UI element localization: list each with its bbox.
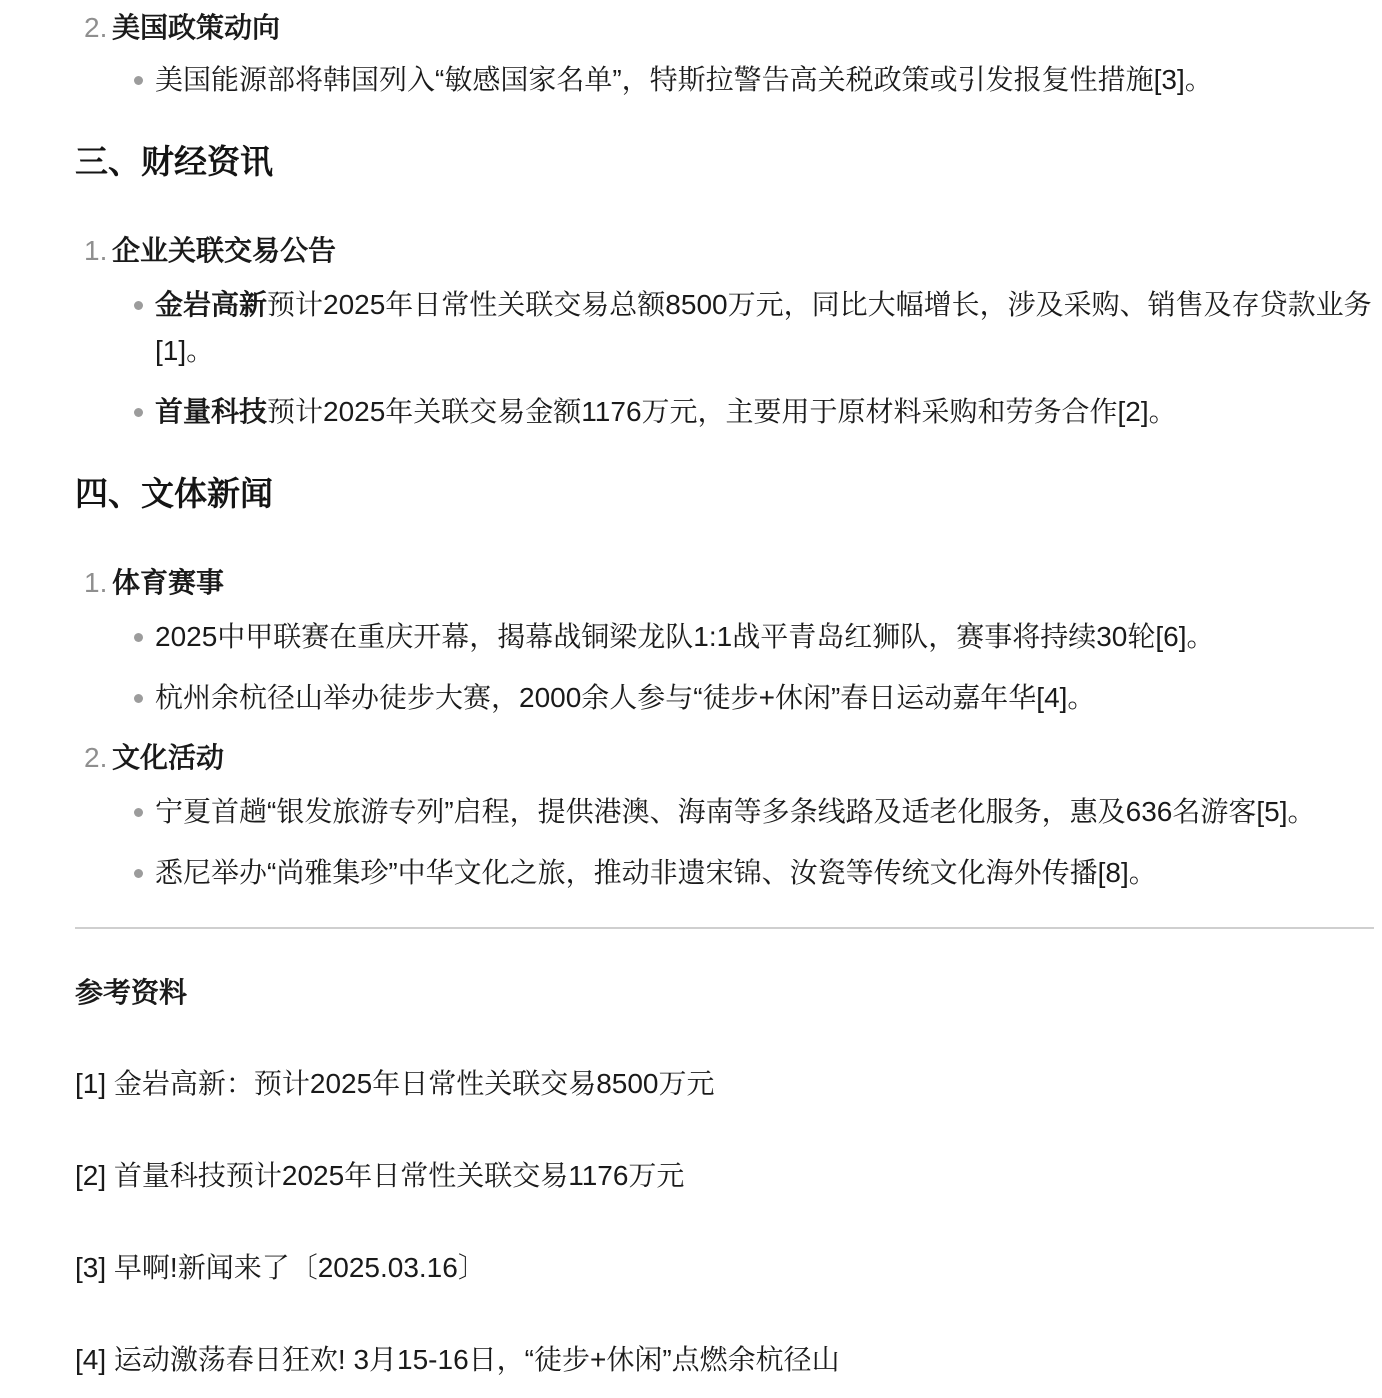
bullet-text: 美国能源部将韩国列入“敏感国家名单”，特斯拉警告高关税政策或引发报复性措施[3]。 (155, 64, 1213, 95)
section-heading-finance: 三、财经资讯 (75, 143, 273, 180)
item-title: 文化活动 (112, 742, 225, 773)
bullet-text: 宁夏首趟“银发旅游专列”启程，提供港澳、海南等多条线路及适老化服务，惠及636名游客[5]。 (155, 796, 1316, 827)
company-name: 金岩高新 (155, 289, 268, 320)
numbered-item-cultural (75, 735, 1374, 781)
bullet-icon (134, 869, 143, 878)
bullet-item (75, 675, 1374, 721)
reference-item: [1] 金岩高新：预计2025年日常性关联交易8500万元 (75, 1068, 715, 1099)
reference-item: [2] 首量科技预计2025年日常性关联交易1176万元 (75, 1160, 685, 1191)
bullet-icon (134, 694, 143, 703)
bullet-list-cultural (75, 789, 1374, 896)
item-title: 体育赛事 (112, 567, 225, 598)
bullet-text: 预计2025年日常性关联交易总额8500万元，同比大幅增长，涉及采购、销售及存贷款业务[1]。 (155, 289, 1372, 366)
item-title: 美国政策动向 (112, 12, 281, 43)
reference-item: [4] 运动激荡春日狂欢! 3月15-16日，“徒步+休闲”点燃余杭径山 (75, 1344, 840, 1375)
bullet-item (75, 614, 1374, 660)
bullet-item (75, 282, 1374, 374)
bullet-text: 杭州余杭径山举办徒步大赛，2000余人参与“徒步+休闲”春日运动嘉年华[4]。 (155, 682, 1096, 713)
divider (75, 927, 1374, 929)
bullet-icon (134, 301, 143, 310)
bullet-list-related-transactions (75, 282, 1374, 435)
bullet-icon (134, 76, 143, 85)
numbered-item-us-policy (75, 5, 1374, 51)
references-heading: 参考资料 (75, 977, 188, 1008)
item-title: 企业关联交易公告 (112, 235, 337, 266)
bullet-icon (134, 633, 143, 642)
bullet-text: 预计2025年关联交易金额1176万元，主要用于原材料采购和劳务合作[2]。 (267, 396, 1177, 427)
item-number: 1. (84, 567, 108, 598)
reference-item: [3] 早啊!新闻来了〔2025.03.16〕 (75, 1252, 486, 1283)
section-heading-culture-sports: 四、文体新闻 (75, 475, 273, 512)
bullet-item (75, 389, 1374, 435)
bullet-icon (134, 408, 143, 417)
bullet-list-us-policy (75, 57, 1374, 103)
bullet-list-sports (75, 614, 1374, 721)
bullet-item (75, 850, 1374, 896)
bullet-icon (134, 808, 143, 817)
item-number: 2. (84, 742, 108, 773)
numbered-item-related-transactions (75, 228, 1374, 274)
item-number: 2. (84, 12, 108, 43)
bullet-text: 悉尼举办“尚雅集珍”中华文化之旅，推动非遗宋锦、汝瓷等传统文化海外传播[8]。 (155, 857, 1157, 888)
bullet-text: 2025中甲联赛在重庆开幕，揭幕战铜梁龙队1:1战平青岛红狮队，赛事将持续30轮[6]。 (155, 621, 1215, 652)
bullet-item (75, 789, 1374, 835)
company-name: 首量科技 (155, 396, 268, 427)
item-number: 1. (84, 235, 108, 266)
bullet-item (75, 57, 1374, 103)
numbered-item-sports (75, 560, 1374, 606)
